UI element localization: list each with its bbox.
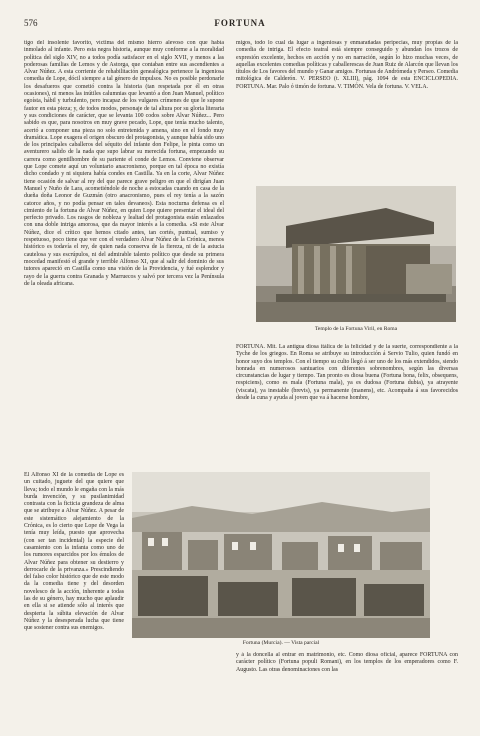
temple-photo [256,186,456,322]
temple-caption: Templo de la Fortuna Viril, en Roma [314,326,398,332]
page-number: 576 [24,18,38,28]
town-caption: Fortuna (Murcia). — Vista parcial [242,640,320,646]
running-head: FORTUNA [214,18,266,28]
left-column-text: tigo del insolente favorito, víctima del mismo hierro alevoso con que había inmolado al infante. Pero esta negra historia, aunque muy conforme a la moralidad política del siglo XIV, no a todos podía satisfacer en el siglo XVII, y menos a las poderosas familias de Lemos y de Astorga, que contaban entre sus ascendientes a Alvar Núñez. A esta corriente de rehabilitación genealógica pertenece la ingeniosa comedia de Lope, dócil siempre a tal género de impulsos. No es posible perdonarle los desafueros que cometió contra la historia (tan respetada por él en otras ocasiones), ni menos las inútiles calumnias que levantó a don Juan Manuel, político egoísta, hábil y turbulento, pero incapaz de los vulgares crímenes de que le supone fautor en esta pieza; y, de todos modos, personaje de tal altura por su gloria literaria y sus condiciones de carácter, que se levanta 100 codos sobre Alvar Núñez... Pero sabido es que, para nosotros en muy grave pecado, Lope, que tenía mucho talento, acertó a componer una pieza no solo entretenida y amena, sino en el fondo muy dramática. Lope exagera el origen obscuro del protagonista, y aunque había sido uno de los principales caballeros del séquito del infante don Felipe, le pinta como un aventurero salido de la nada que supo labrar su merecida fortuna, empezando su carrera como gentilhombre de su pariente el conde de Lemos. Conviene observar que Lope comete aquí un voluntario anacronismo, porque en tal época no existía dicho condado y ni siquiera había condes en Castilla. Ya en la corte, Alvar Núñez tiene ocasión de salvar al rey del que parece grave peligro en que el dirigían Juan Manuel y Nuño de Lara, acometiéndole de noche a estocadas cuando en casa de la dueña doña Leonor de Guzmán (otro anacronismo, pues el rey tenía a la sazón catorce años, y no podía pensar en tales devaneos). Esta nocturna defensa es el cimiento de la fortuna de Alvar Núñez, en quien Lope quiere presentar el ideal del perfecto privado. Los rasgos de nobleza y lealtad del protagonista están enlazados con una doble intriga amorosa, que da mayor interés a la comedia. «Si este Alvar Núñez, dice el crítico que hemos citado antes, tan cortés, puntual, sumiso y respetuoso, poco tiene que ver con el verdadero Alvar Núñez de la Crónica, menos histórico es todavía el rey, de quien nada conserva de la fiereza, ni de la astucia cautelosa y sus escrúpulos, ni del admirable talento político que desde su primera mocedad manifestó el grande y terrible Alfonso XI, que al salir del dominio de sus tutores apareció en Castilla como una visión de la Providencia, y fué esplendor y rayo de la guerra contra Granada y Marruecos y salvó por tercera vez la Península de la oleada africana. [24,40,224,287]
fortuna-mythology-entry: FORTUNA. Mit. La antigua diosa itálica de la felicidad y de la suerte, correspondiente a la Tyche de los griegos. En Roma se atribuye su introducción á Servio Tulio, quien fundó en honor suyo dos templos. Con el tiempo su culto llegó á ser uno de los más extendidos, siendo honrada en numerosos santuarios con diferentes sobrenombres, según las diversas circunstancias de lugar y tiempo. Tan pronto es diosa buena (Fortuna bona, felix, obsequens, respiciens), como es mala (Fortuna mala), ya es dudosa (Fortuna dubia), ya atrayente (viscata), ya inestable (brevis), ya permanente (manens), etc. Acompaña á sus favorecidos desde la cuna y ayuda al joven que va á hacerse hombre, [236,344,458,402]
right-column-bottom-text: y á la doncella al entrar en matrimonio, etc. Como diosa oficial, aparece FORTUNA con carácter político (Fortuna populi Romani), en los templos de los emperadores como F. Augusto. Las otras denominaciones con las [236,652,458,673]
right-column-top-text: migos, todo lo cual da lugar a ingeniosas y enmarañadas peripecias, muy propias de la comedia de intriga. El efecto teatral está siempre conseguido y abundan los trozos de expresión excelente, hechos en acción y no en narración, según lo hizo muchas veces, de aquellas excelentes comedias políticas y caballerescas de Juan Ruiz de Alarcón que llevan los títulos de Los favores del mundo y Ganar amigos. Fortunas de Andrómeda y Perseo. Comedia mitológica de Calderón. V. PERSEO (t. XLIII), pág. 1094 de esta ENCICLOPEDIA. FORTUNA. Mar. Palo ó timón de fortuna. V. TIMÓN. Vela de fortuna. V. VELA. [236,40,458,90]
page-header [24,18,456,32]
left-column-continuation: El Alfonso XI de la comedia de Lope es un cuitado, juguete del que quiere que lleva; todo el mundo le engaña con la más burda invención, y su pusilanimidad contrasta con la ficticia grandeza de alma que se atribuye a Alvar Núñez. A pesar de este sistemático alejamiento de la Crónica, es lo cierto que Lope de Vega la tenía muy leída, puesto que aprovecha (con ser tan incidental) la especie del casamiento con la infanta como uno de los rumores esparcidos por los émulos de Alvar Núñez para obtener su destierro y derrocarle de la privanza.» Prescindiendo del falso color histórico que de este modo da la comedia tiene y del desorden novelesco de la acción, inherente a todas las de su género, hay mucho que aplaudir en ella si se atiende sólo al interés que despierta la súbita elevación de Alvar Núñez y la desesperada lucha que tiene que sostener contra sus enemigos. [24,472,124,632]
town-photo [132,472,430,638]
